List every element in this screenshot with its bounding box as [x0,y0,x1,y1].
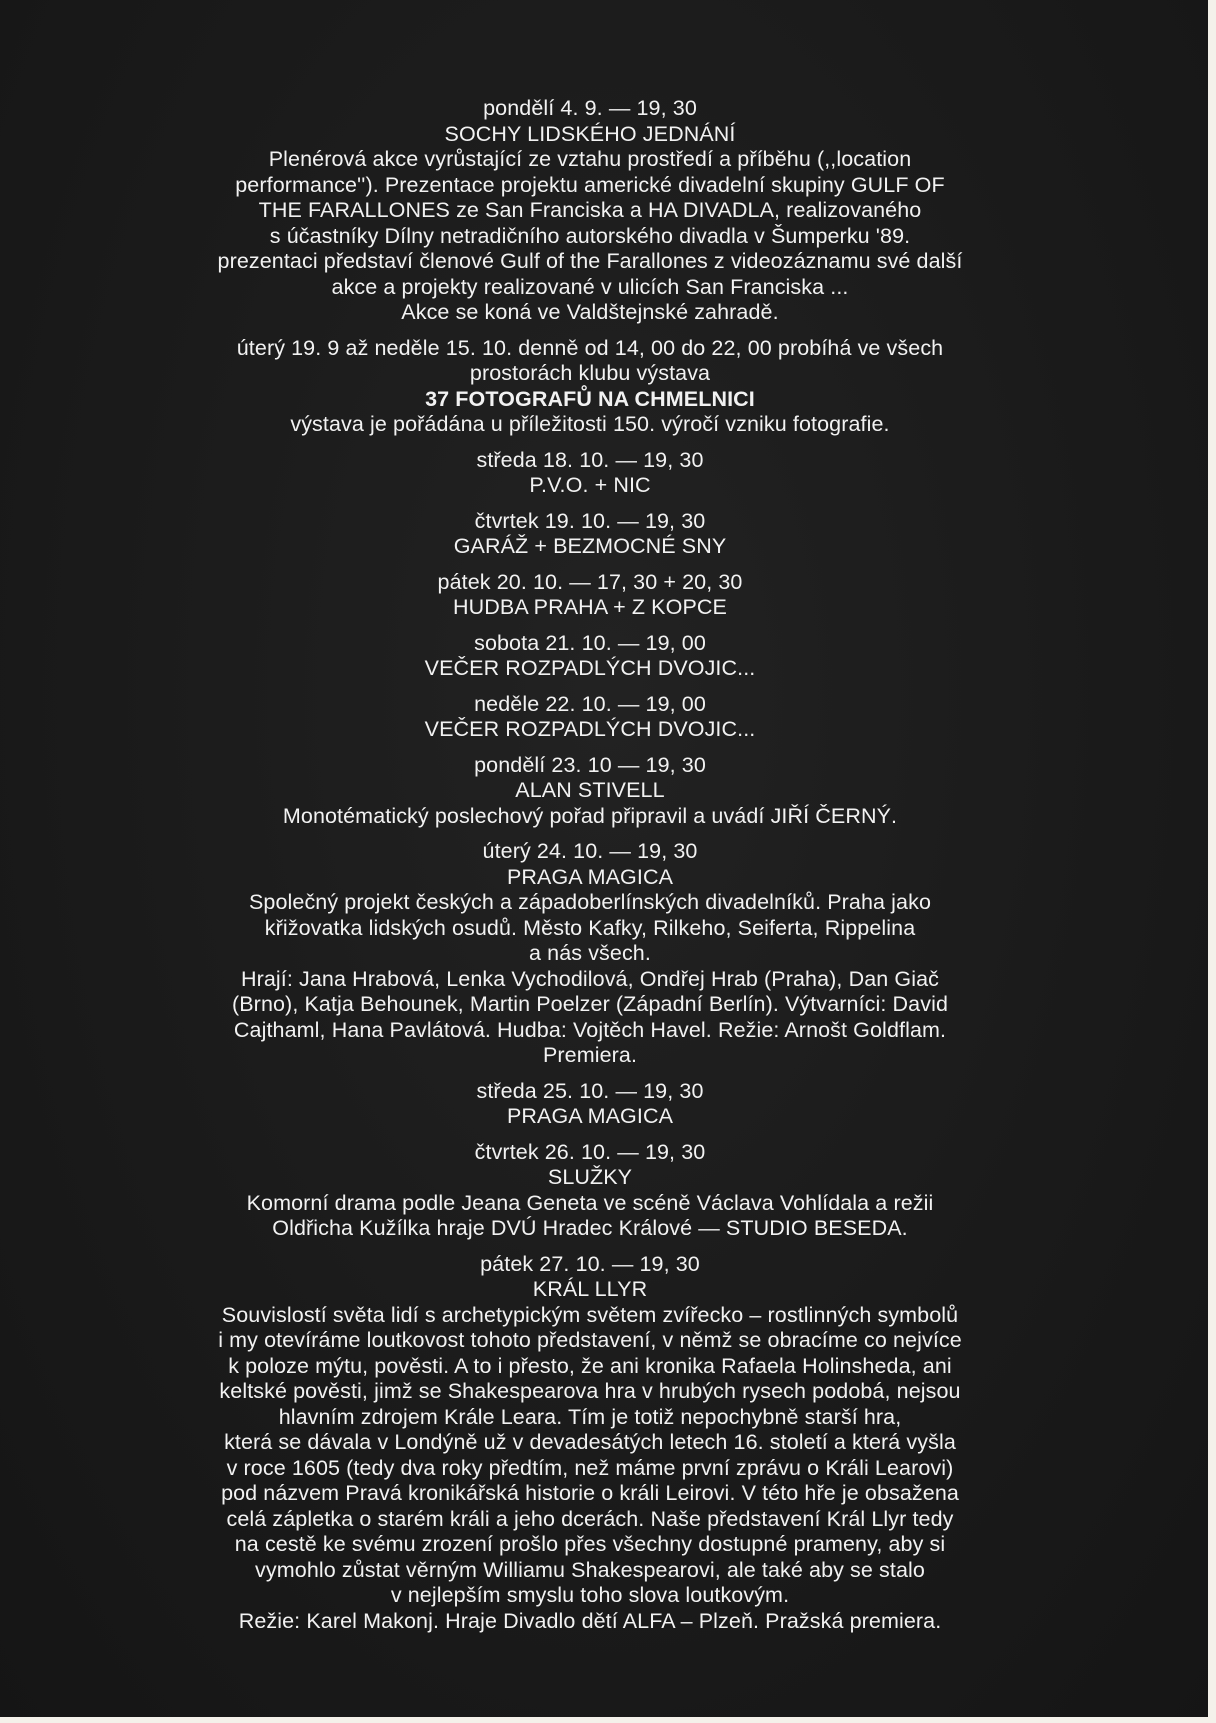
event-desc-line: v roce 1605 (tedy dva roky předtím, než máme první zprávu o Králi Learovi) [226,1455,954,1480]
event-desc-line: k poloze mýtu, pověsti. A to i přesto, že ani kronika Rafaela Holinsheda, ani [228,1353,952,1378]
event-pvo [140,448,1040,499]
event-desc-line: i my otevíráme loutkovost tohoto představení, v němž se obracíme co nejvíce [218,1328,962,1352]
event-title: VEČER ROZPADLÝCH DVOJIC... [424,656,756,680]
event-desc-line: výstava je pořádána u příležitosti 150. výročí vzniku fotografie. [290,412,890,436]
event-desc-line: s účastníky Dílny netradičního autorského divadla v Šumperku '89. [269,223,911,248]
event-desc-line: performance''). Prezentace projektu americké divadelní skupiny GULF OF [235,172,945,197]
event-desc-line: Cajthaml, Hana Pavlátová. Hudba: Vojtěch Havel. Režie: Arnošt Goldflam. [233,1017,947,1042]
event-date: pátek 27. 10. — 19, 30 [480,1251,700,1276]
paper-edge-bottom [0,1717,1216,1723]
event-kral-llyr [140,1252,1040,1635]
event-date: středa 25. 10. — 19, 30 [476,1078,704,1103]
event-desc-line: která se dávala v Londýně už v devadesátých letech 16. století a která vyšla [224,1430,956,1454]
event-date: sobota 21. 10. — 19, 00 [474,630,706,655]
event-desc-line: křižovatka lidských osudů. Město Kafky, Rilkeho, Seiferta, Rippelina [264,915,916,940]
event-desc-line: prezentaci představí členové Gulf of the Farallones z videozáznamu své další [217,249,963,273]
event-desc-line: Akce se koná ve Valdštejnské zahradě. [401,300,779,324]
event-hudba-praha [140,570,1040,621]
event-date: úterý 19. 9 až neděle 15. 10. denně od 14, 00 do 22, 00 probíhá ve všech [236,335,944,360]
event-desc-line: Premiera. [542,1043,638,1067]
event-title: PRAGA MAGICA [506,1104,674,1128]
event-desc-line: a nás všech. [529,941,651,965]
event-desc-line: v nejlepším smyslu toho slova loutkovým. [390,1583,790,1607]
event-title: P.V.O. + NIC [529,473,651,497]
event-desc-line: celá zápletka o starém králi a jeho dcerách. Naše představení Král Llyr tedy [226,1506,954,1531]
event-date: pondělí 4. 9. — 19, 30 [483,96,697,120]
event-desc-line: (Brno), Katja Behounek, Martin Poelzer (Západní Berlín). Výtvarníci: David [231,992,949,1016]
event-desc-line: Hrají: Jana Hrabová, Lenka Vychodilová, Ondřej Hrab (Praha), Dan Giač [240,966,940,991]
event-desc-line: Oldřicha Kužílka hraje DVÚ Hradec Králové — STUDIO BESEDA. [272,1216,908,1240]
event-date: úterý 24. 10. — 19, 30 [482,839,698,863]
event-title: GARÁŽ + BEZMOCNÉ SNY [453,534,727,558]
event-desc-line: THE FARALLONES ze San Franciska a HA DIVADLA, realizovaného [258,198,922,222]
event-vecer-nedele [140,692,1040,743]
event-desc-line: vymohlo zůstat věrným Williamu Shakespearovi, ale také aby se stalo [255,1557,925,1582]
event-title: SOCHY LIDSKÉHO JEDNÁNÍ [444,121,736,146]
event-date: pátek 20. 10. — 17, 30 + 20, 30 [437,569,743,594]
program-listing [140,96,1040,1644]
event-title: KRÁL LLYR [532,1277,648,1301]
event-desc-line: keltské pověsti, jimž se Shakespearova hra v hrubých rysech podobá, nejsou [219,1379,961,1403]
event-date: neděle 22. 10. — 19, 00 [474,691,706,716]
event-praga-magica [140,839,1040,1069]
event-alan-stivell [140,753,1040,830]
event-desc-line: Komorní drama podle Jeana Geneta ve scéně Václava Vohlídala a režii [246,1190,934,1215]
event-date: čtvrtek 19. 10. — 19, 30 [474,508,706,533]
event-title: SLUŽKY [547,1165,633,1189]
event-desc-line: hlavním zdrojem Krále Leara. Tím je totiž nepochybně starší hra, [278,1404,902,1429]
event-desc-line: pod názvem Pravá kronikářská historie o králi Leirovi. V této hře je obsažena [221,1481,959,1505]
event-title: HUDBA PRAHA + Z KOPCE [453,595,727,619]
event-desc-line: Plenérová akce vyrůstající ze vztahu prostředí a příběhu (,,location [268,147,912,171]
event-sluzky [140,1140,1040,1242]
event-desc-line: Monotématický poslechový pořad připravil a uvádí JIŘÍ ČERNÝ. [282,803,898,828]
event-garaz [140,509,1040,560]
event-title: 37 FOTOGRAFŮ NA CHMELNICI [425,386,755,411]
event-desc-line: Společný projekt českých a západoberlínských divadelníků. Praha jako [248,890,932,914]
paper-edge-right [1208,0,1216,1723]
event-date: středa 18. 10. — 19, 30 [476,447,704,472]
event-title: PRAGA MAGICA [506,864,674,889]
event-desc-line: Souvislostí světa lidí s archetypickým světem zvířecko – rostlinných symbolů [221,1302,959,1327]
event-desc-line: akce a projekty realizované v ulicích San Franciska ... [331,274,849,299]
event-desc-line: Režie: Karel Makonj. Hraje Divadlo dětí ALFA – Plzeň. Pražská premiera. [238,1608,942,1633]
event-date: pondělí 23. 10 — 19, 30 [474,752,706,777]
event-date: čtvrtek 26. 10. — 19, 30 [474,1139,706,1164]
event-praga-magica-2 [140,1079,1040,1130]
event-title: ALAN STIVELL [515,778,665,802]
event-vecer-sobota [140,631,1040,682]
event-desc-line: na cestě ke svému zrození prošlo přes všechny dostupné prameny, aby si [234,1532,946,1556]
event-fotografove [140,336,1040,438]
event-title: VEČER ROZPADLÝCH DVOJIC... [424,717,756,741]
event-sochy [140,96,1040,326]
event-date-continued: prostorách klubu výstava [469,361,711,385]
